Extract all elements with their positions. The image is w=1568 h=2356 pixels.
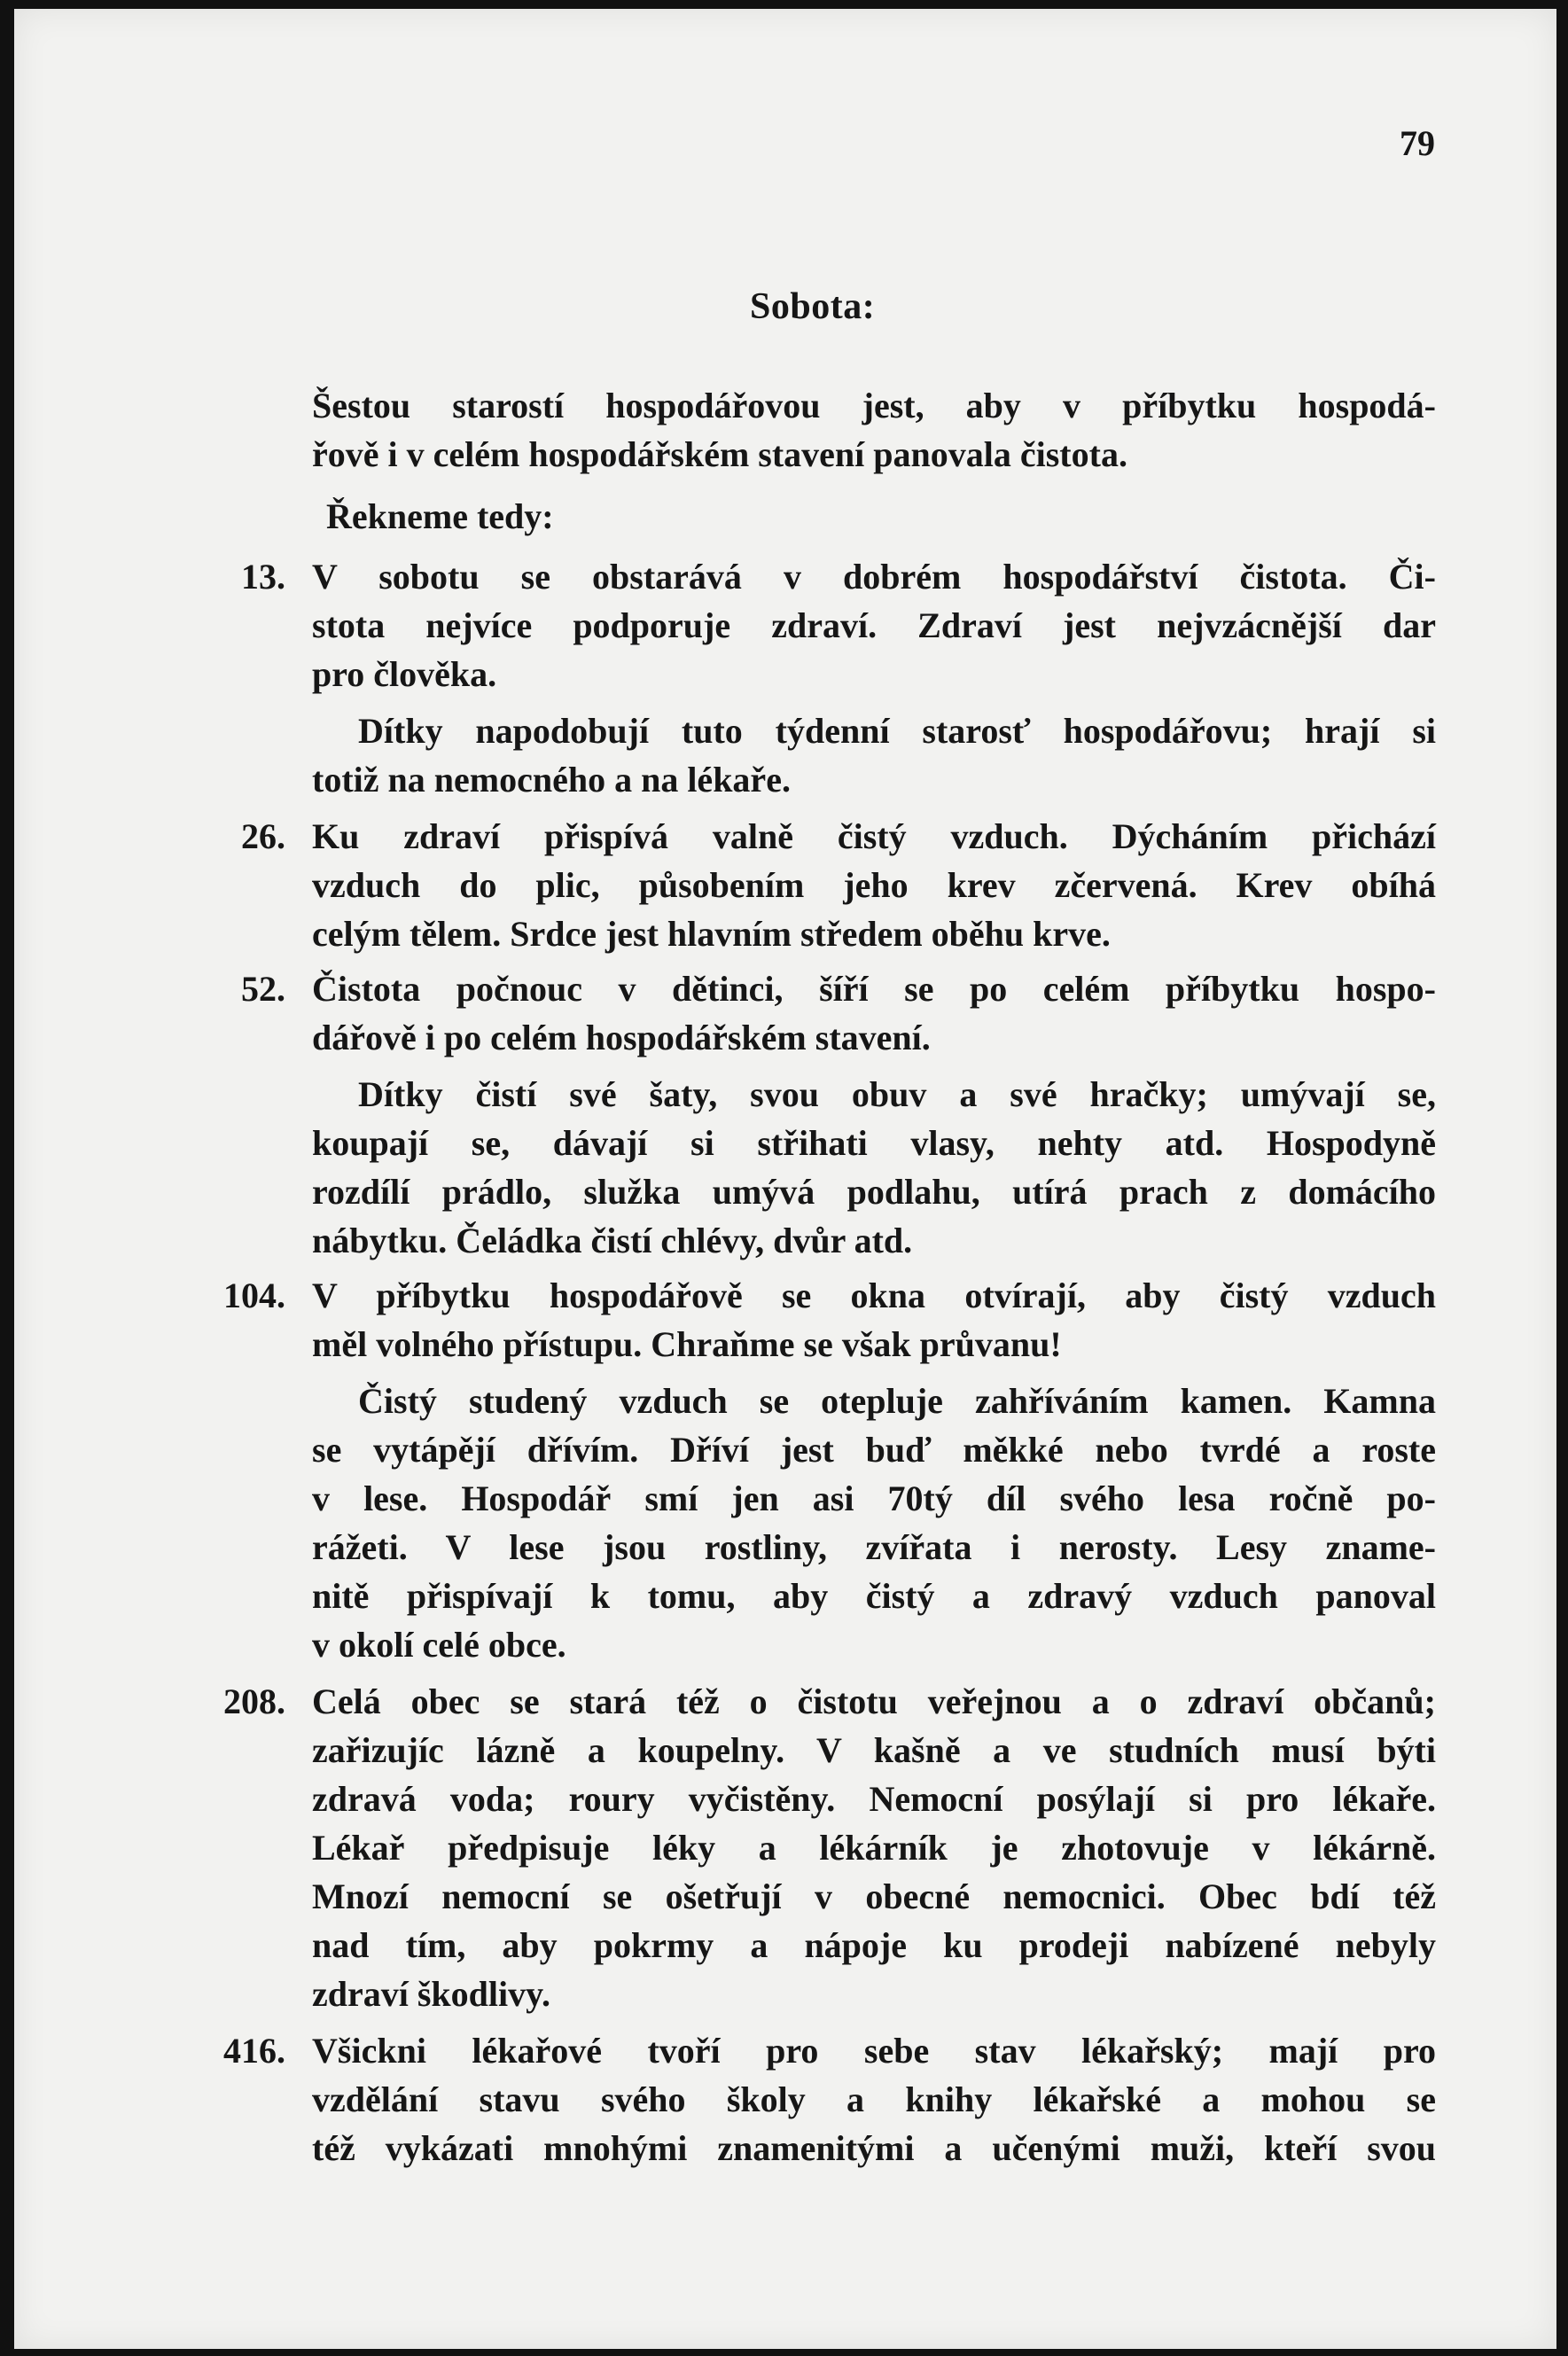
paragraph-52-line-1: Čistota počnouc v dětinci, šíří se po celém příbytku hospo- xyxy=(312,969,1436,1009)
paragraph-104-note-line-5: nitě přispívají k tomu, aby čistý a zdravý vzduch panoval xyxy=(312,1576,1436,1616)
paragraph-number-52: 52. xyxy=(241,969,285,1009)
paragraph-number-416: 416. xyxy=(223,2031,285,2071)
intro-line-2: řově i v celém hospodářském stavení panovala čistota. xyxy=(312,434,1127,474)
paragraph-26-line-2: vzduch do plic, působením jeho krev zčervená. Krev obíhá xyxy=(312,865,1436,905)
paragraph-208-line-5: Mnozí nemocní se ošetřují v obecné nemocnici. Obec bdí též xyxy=(312,1876,1436,1916)
paragraph-416-line-2: vzdělání stavu svého školy a knihy lékařské a mohou se xyxy=(312,2079,1436,2119)
paragraph-104-note-line-6: v okolí celé obce. xyxy=(312,1625,566,1665)
paragraph-26-line-1: Ku zdraví přispívá valně čistý vzduch. Dýcháním přichází xyxy=(312,816,1436,856)
paragraph-52-note-line-4: nábytku. Čeládka čistí chlévy, dvůr atd. xyxy=(312,1221,913,1260)
paragraph-208-line-3: zdravá voda; roury vyčistěny. Nemocní posýlají si pro lékaře. xyxy=(312,1779,1436,1819)
paragraph-416-line-1: Všickni lékařové tvoří pro sebe stav lékařský; mají pro xyxy=(312,2031,1436,2071)
paragraph-52-line-2: dářově i po celém hospodářském stavení. xyxy=(312,1018,931,1057)
paragraph-number-26: 26. xyxy=(241,816,285,856)
paragraph-52-note-line-3: rozdílí prádlo, služka umývá podlahu, utírá prach z domácího xyxy=(312,1172,1436,1212)
paragraph-208-line-4: Lékař předpisuje léky a lékárník je zhotovuje v lékárně. xyxy=(312,1828,1436,1868)
paragraph-416-line-3: též vykázati mnohými znamenitými a učenými muži, kteří svou xyxy=(312,2128,1436,2168)
paragraph-52-note-line-1: Dítky čistí své šaty, svou obuv a své hračky; umývají se, xyxy=(358,1074,1436,1114)
page-number: 79 xyxy=(1400,123,1435,163)
paragraph-104-note-line-3: v lese. Hospodář smí jen asi 70tý díl svého lesa ročně po- xyxy=(312,1478,1436,1518)
paragraph-number-13: 13. xyxy=(241,557,285,597)
paragraph-52-note-line-2: koupají se, dávají si střihati vlasy, nehty atd. Hospodyně xyxy=(312,1123,1436,1163)
paragraph-13-line-2: stota nejvíce podporuje zdraví. Zdraví jest nejvzácnější dar xyxy=(312,605,1436,645)
book-page xyxy=(14,9,1556,2349)
paragraph-104-line-1: V příbytku hospodářově se okna otvírají, aby čistý vzduch xyxy=(312,1276,1436,1315)
paragraph-208-line-1: Celá obec se stará též o čistotu veřejnou a o zdraví občanů; xyxy=(312,1681,1436,1721)
paragraph-208-line-7: zdraví škodlivy. xyxy=(312,1974,550,2014)
section-heading: Sobota: xyxy=(750,286,876,327)
paragraph-104-note-line-1: Čistý studený vzduch se otepluje zahříváním kamen. Kamna xyxy=(358,1381,1436,1421)
paragraph-13-line-1: V sobotu se obstarává v dobrém hospodářství čistota. Či- xyxy=(312,557,1436,597)
paragraph-104-note-line-2: se vytápějí dřívím. Dříví jest buď měkké nebo tvrdé a roste xyxy=(312,1430,1436,1470)
paragraph-13-line-3: pro člověka. xyxy=(312,654,497,694)
paragraph-208-line-6: nad tím, aby pokrmy a nápoje ku prodeji nabízené nebyly xyxy=(312,1925,1436,1965)
intro-lead: Řekneme tedy: xyxy=(326,496,554,536)
paragraph-104-note-line-4: rážeti. V lese jsou rostliny, zvířata i nerosty. Lesy zname- xyxy=(312,1527,1436,1567)
paragraph-26-line-3: celým tělem. Srdce jest hlavním středem oběhu krve. xyxy=(312,914,1111,954)
paragraph-number-104: 104. xyxy=(223,1276,285,1315)
intro-line-1: Šestou starostí hospodářovou jest, aby v příbytku hospodá- xyxy=(312,386,1436,425)
paragraph-number-208: 208. xyxy=(223,1681,285,1721)
paragraph-13-note-line-1: Dítky napodobují tuto týdenní starosť hospodářovu; hrají si xyxy=(358,711,1436,751)
paragraph-104-line-2: měl volného přístupu. Chraňme se však průvanu! xyxy=(312,1324,1062,1364)
paragraph-208-line-2: zařizujíc lázně a koupelny. V kašně a ve studních musí býti xyxy=(312,1730,1436,1770)
paragraph-13-note-line-2: totiž na nemocného a na lékaře. xyxy=(312,760,791,800)
